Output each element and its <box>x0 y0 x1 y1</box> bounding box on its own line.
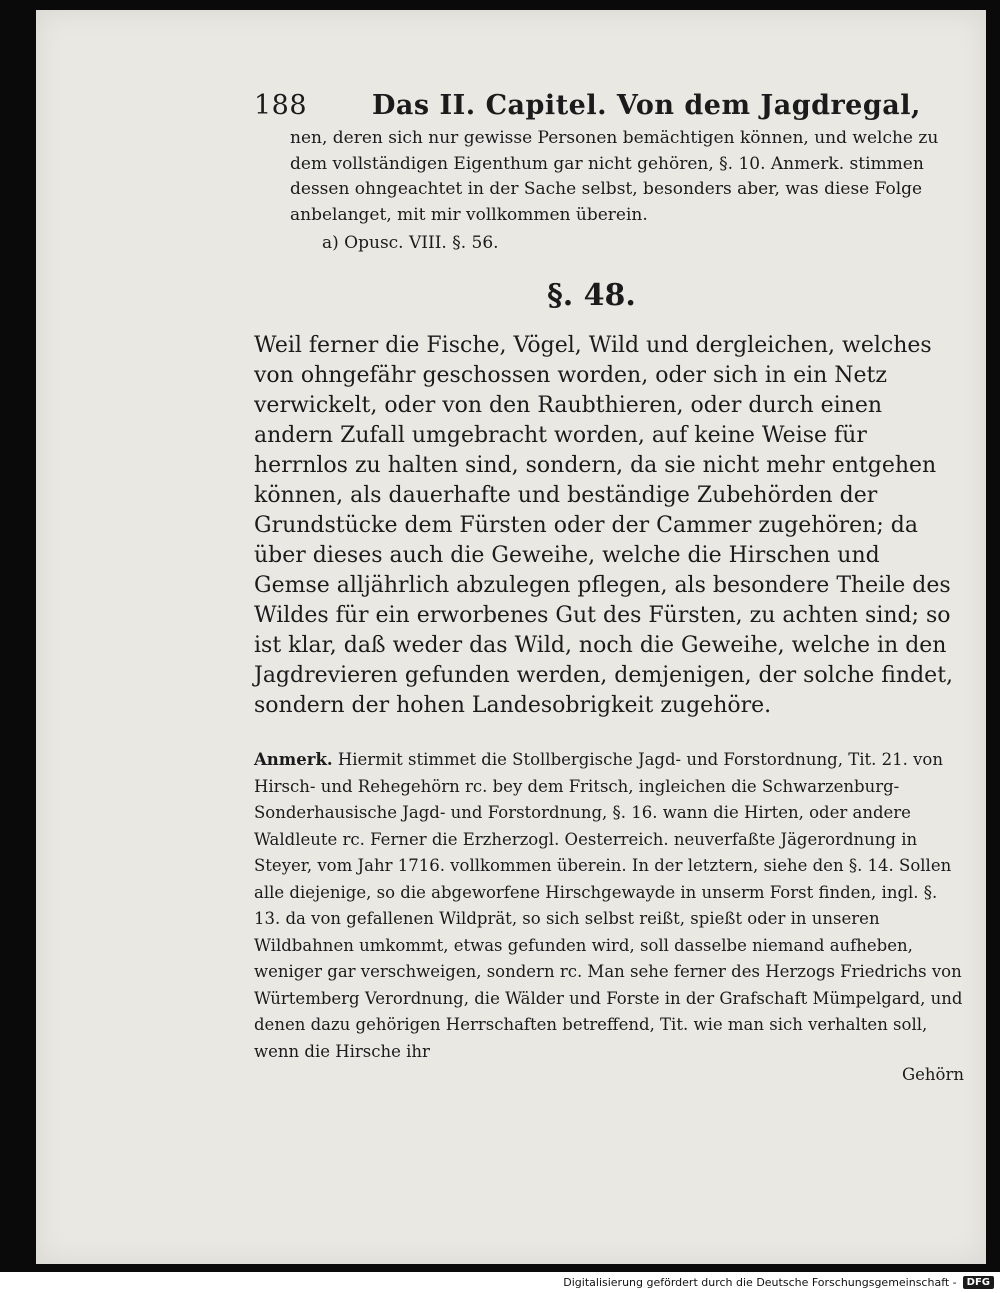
book-page <box>36 10 986 1264</box>
continuation-note: nen, deren sich nur gewisse Personen bemächtigen können, und welche zu dem vollständigen Eigenthum gar nicht gehören, §. 10. Anmerk. stimmen dessen ohngeachtet in der Sache selbst, besonders aber, was diese Folge anbelanget, mit mir vollkommen überein. <box>290 128 939 225</box>
footer-credit: Digitalisierung gefördert durch die Deutsche Forschungsgemeinschaft - <box>563 1276 957 1289</box>
footnote: a) Opusc. VIII. §. 56. <box>322 233 499 253</box>
annotation-label: Anmerk. <box>254 750 333 769</box>
section-heading: §. 48. <box>547 278 636 313</box>
page-number: 188 <box>254 90 308 121</box>
main-paragraph-text: Weil ferner die Fische, Vögel, Wild und dergleichen, welches von ohngefähr geschossen worden, oder sich in ein Netz verwickelt, oder von den Raubthieren, oder durch einen andern Zufall umgebracht worden, auf keine Weise für herrnlos zu halten sind, sondern, da sie nicht mehr entgehen können, als dauerhafte und beständige Zubehörden der Grundstücke dem Fürsten oder der Cammer zugehören; da über dieses auch die Geweihe, welche die Hirschen und Gemse alljährlich abzulegen pflegen, als besondere Theile des Wildes für ein erworbenes Gut des Fürsten, zu achten sind; so ist klar, daß weder das Wild, noch die Geweihe, welche in den Jagdrevieren gefunden werden, demjenigen, der solche findet, sondern der hohen Landesobrigkeit zugehöre. <box>254 333 954 718</box>
digitization-footer <box>0 1272 1000 1293</box>
dfg-logo-icon: DFG <box>963 1276 994 1289</box>
annotation-text: Hiermit stimmet die Stollbergische Jagd- und Forstordnung, Tit. 21. von Hirsch- und Rehegehörn rc. bey dem Fritsch, ingleichen die Schwarzenburg-Sonderhausische Jagd- und Forstordnung, §. 16. wann die Hirten, oder andere Waldleute rc. Ferner die Erzherzogl. Oesterreich. neuverfaßte Jägerordnung in Steyer, vom Jahr 1716. vollkommen überein. In der letztern, siehe den §. 14. Sollen alle diejenige, so die abgeworfene Hirschgewayde in unserm Forst finden, ingl. §. 13. da von gefallenen Wildprät, so sich selbst reißt, spießt oder in unseren Wildbahnen umkommt, etwas gefunden wird, soll dasselbe niemand aufheben, weniger gar verschweigen, sondern rc. Man sehe ferner des Herzogs Friedrichs von Würtemberg Verordnung, die Wälder und Forste in der Grafschaft Mümpelgard, und denen dazu gehörigen Herrschaften betreffend, Tit. wie man sich verhalten soll, wenn die Hirsche ihr <box>254 750 963 1061</box>
annotation <box>254 747 964 1065</box>
main-paragraph <box>254 331 959 721</box>
running-header <box>254 82 969 126</box>
page-content <box>254 82 969 1084</box>
catchword: Gehörn <box>901 1065 964 1084</box>
running-title: Das II. Capitel. Von dem Jagdregal, <box>372 90 921 121</box>
